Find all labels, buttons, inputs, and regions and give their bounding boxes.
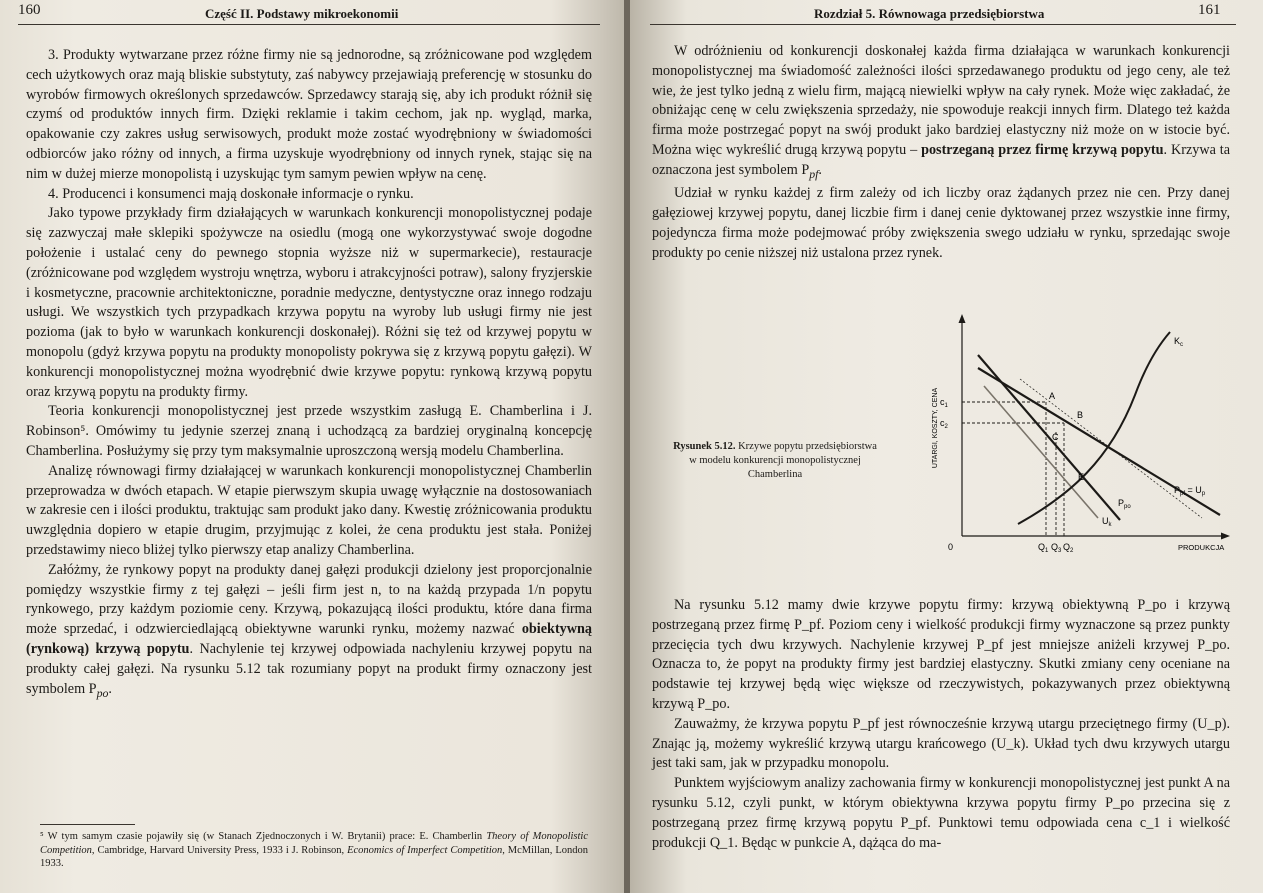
x-axis-label: PRODUKCJA (1178, 543, 1225, 552)
running-head (814, 6, 1044, 22)
tick-q1: $Q_1$ (1038, 542, 1049, 554)
book-title: Theory of Monopolistic Competition (40, 831, 588, 856)
text-run: Załóżmy, że rynkowy popyt na produkty danej gałęzi produkcji dzielony jest proporcjonalnie pomiędzy wszystkie firmy z tej gałęzi – jeśli firm jest n, to na każdą przypada 1/n popytu rynkowego, przy każdym poziomie ceny. Krzywą, pokazującą ilości produktu, które dana firma może sprzedać, i odzwierciedlającą obiektywne warunki rynku, możemy nazwać (26, 561, 592, 638)
text-run: . (108, 680, 112, 697)
origin-label: 0 (948, 542, 954, 552)
text-run: ⁵ W tym samym czasie pojawiły się (w Stanach Zjednoczonych i W. Brytanii) prace: E. Chamberlin (40, 831, 487, 842)
point-e-label: E (1078, 472, 1085, 482)
y-axis-label: UTARGI, KOSZTY, CENA (932, 387, 939, 469)
running-head-text: Rozdział 5. Równowaga przedsiębiorstwa (814, 6, 1045, 21)
left-body-text (26, 46, 592, 703)
running-head-text: Część II. Podstawy mikroekonomii (205, 6, 399, 21)
right-page (630, 0, 1263, 893)
paragraph: 3. Produkty wytwarzane przez różne firmy nie są jednorodne, są zróżnicowane pod względem cech użytkowych oraz mają bliskie substytuty, zaś nabywcy przejawiają preferencję w stosunku do wyrobów firmowych określonych sprzedawców. Sprzedawcy starają się, aby ich produkt różnił się czymś od produktów innych firm. Dzięki reklamie i takim cechom, jak np. wygląd, marka, opakowanie czy zakres usług serwisowych, produkt może zostać wyodrębniony w świadomości odbiorców jako różny od innych, a firma uzyskuje wyodrębniony od innych rynek, stając się na nim w dużej mierze monopolistą i uzyskując tym samym pewien wpływ na cenę. (26, 47, 592, 182)
page-number: 160 (18, 2, 41, 18)
x-axis-arrow (1221, 533, 1230, 540)
paragraph: Teoria konkurencji monopolistycznej jest przede wszystkim zasługą E. Chamberlina i J. Robinson⁵. Omówimy tu jedynie szerzej znaną i uchodzącą za bardziej oryginalną koncepcję Chamberlina. Posłużymy się przy tym maksymalnie uproszczoną wersją modelu Chamberlina. (26, 403, 592, 459)
header-rule (650, 24, 1236, 25)
tick-c1: $c_1$ (940, 397, 948, 409)
text-run: , Cambridge, Harvard University Press, 1933 i J. Robinson, (91, 844, 348, 856)
paragraph: Analizę równowagi firmy działającej w warunkach konkurencji monopolistycznej Chamberlin przeprowadza w dwóch etapach. W etapie pierwszym skupia uwagę wyłącznie na dostosowaniach w zakresie cen i ilości produktu, traktując sam produkt jako dany. Kwestię zróżnicowania produktu uwzględnia dopiero w etapie drugim, przyjmując z kolei, że cena produktu jest stała. Poniżej przedstawimy nieco bliżej tylko pierwszy etap analizy Chamberlina. (26, 462, 592, 558)
paragraph: Zauważmy, że krzywa popytu P_pf jest równocześnie krzywą utargu przeciętnego firmy (U_p). Znając ją, możemy wykreślić krzywą utargu krańcowego (U_k). Układ tych dwu krzywych utargu jest taki sam, jak w przypadku monopolu. (652, 715, 1230, 772)
page-number: 161 (1198, 2, 1221, 18)
paragraph (652, 42, 1230, 184)
paragraph: Punktem wyjściowym analizy zachowania firmy w konkurencji monopolistycznej jest punkt A na rysunku 5.12, czyli punkt, w którym obiektywna krzywa popytu firmy P_po przecina się z postrzeganą przez firmę krzywą popytu P_pf. Punktowi temu odpowiada cena c_1 i wielkość produkcji Q_1. Będąc w punkcie A, dążąca do ma- (652, 775, 1230, 851)
text-run: , McMillan, London 1933. (40, 844, 588, 869)
subscript: pf (809, 166, 819, 181)
right-body-bottom (652, 596, 1230, 853)
figure-5-12 (920, 310, 1240, 570)
text-run: . Nachylenie tej krzywej odpowiada nachyleniu krzywej popytu na produkty całej gałęzi. Na rysunku 5.12 tak rozumiany popyt na produkt firmy oznaczony jest symbolem P (26, 640, 592, 697)
bold-term: postrzeganą przez firmę krzywą popytu (921, 141, 1164, 158)
point-a-label: A (1049, 391, 1056, 401)
text-run: . (818, 161, 822, 178)
bold-term: obiektywną (rynkową) krzywą popytu (26, 621, 592, 657)
y-axis-arrow (959, 314, 966, 323)
header-rule (18, 24, 600, 25)
curve-uk-label: $U_k$ (1102, 516, 1112, 528)
running-head (205, 6, 398, 22)
text-run: . Krzywa ta oznaczona jest symbolem P (652, 141, 1230, 178)
tick-q3: $Q_3$ (1051, 542, 1062, 554)
curve-ppo-label: $P_{po}$ (1118, 498, 1131, 510)
paragraph (26, 561, 592, 703)
text-run: W odróżnieniu od konkurencji doskonałej każda firma działająca w warunkach konkurencji monopolistycznej ma świadomość zależności ilości sprzedawanego produktu od jego ceny, ale też wie, że jest tylko jedną z wielu firm, mającą niewielki wpływ na cały rynek. Może więc zakładać, że obniżając cenę w celu zwiększenia sprzedaży, nie spowoduje reakcji innych firm. Dlatego też każda firma może postrzegać popyt na swój produkt jako bardziej elastyczny niż może on w istocie być. Można więc wykreślić drugą krzywą popytu – (652, 43, 1230, 158)
footnote-rule (40, 824, 135, 825)
book-title: Economics of Imperfect Competition (347, 844, 503, 856)
subscript: po (96, 685, 109, 700)
right-body-top (652, 42, 1230, 264)
tick-c2: $c_2$ (940, 418, 948, 430)
left-page (0, 0, 626, 893)
figure-label: Rysunek 5.12. (673, 441, 736, 452)
paragraph: 4. Producenci i konsumenci mają doskonałe informacje o rynku. (48, 185, 414, 202)
point-b-label: B (1077, 410, 1084, 420)
tick-q2: $Q_2$ (1063, 542, 1074, 554)
point-c-label: C (1052, 432, 1059, 442)
paragraph: Jako typowe przykłady firm działających w warunkach konkurencji monopolistycznej podaje się zazwyczaj małe sklepiki spożywcze na osiedlu (mogą one wykorzystywać swoje dogodne położenie i ustalać ceny do pewnego stopnia wyższe niż w supermarkecie), restauracje (zróżnicowane pod względem wystroju wnętrza, wyboru i atrakcyjności potraw), salony fryzjerskie i kosmetyczne, pracownie architektoniczne, poradnie medyczne, dentystyczne oraz innego rodzaju usługi. We wszystkich tych przypadkach krzywa popytu na wyroby lub usługi firmy nie jest pozioma (jak to było w warunkach konkurencji doskonałej). Różni się też od krzywej popytu w monopolu (gdyż krzywa popytu na produkty monopolisty pokrywa się z krzywą popytu gałęzi). W konkurencji monopolistycznej można wyodrębnić dwie krzywe popytu: rynkową krzywą popytu oraz krzywą popytu na produkty firmy. (26, 205, 592, 400)
curve-kc-label: $K_c$ (1174, 336, 1184, 348)
curve-ppf-label: $P_{pf} = U_p$ (1174, 485, 1206, 497)
paragraph: Na rysunku 5.12 mamy dwie krzywe popytu firmy: krzywą obiektywną P_po i krzywą postrzeganą przez firmę P_pf. Poziom ceny i wielkość produkcji firmy wyznaczone są przez punkty przecięcia tych dwu krzywych. Nachylenie krzywej P_pf jest mniejsze aniżeli krzywej P_po. Oznacza to, że popyt na produkty firmy jest bardziej elastyczny. Skutki zmiany ceny oceniane na podstawie tej krzywej będą więc większe od rzeczywistych, pokazywanych przez obiektywną krzywą P_po. (652, 597, 1230, 712)
footnote (40, 830, 588, 871)
paragraph: Udział w rynku każdej z firm zależy od ich liczby oraz żądanych przez nie cen. Przy danej gałęziowej krzywej popytu, danej liczbie firm i danej cenie dyktowanej przez wszystkie inne firmy, pojedyncza firma może podejmować próby zwiększenia swego udziału w rynku, sprzedając swoje produkty po cenie niższej niż ustalona przez rynek. (652, 185, 1230, 261)
figure-caption-text: Krzywe popytu przedsiębiorstwa w modelu konkurencji monopolistycznej Chamberlina (689, 441, 877, 480)
figure-caption (670, 440, 880, 482)
